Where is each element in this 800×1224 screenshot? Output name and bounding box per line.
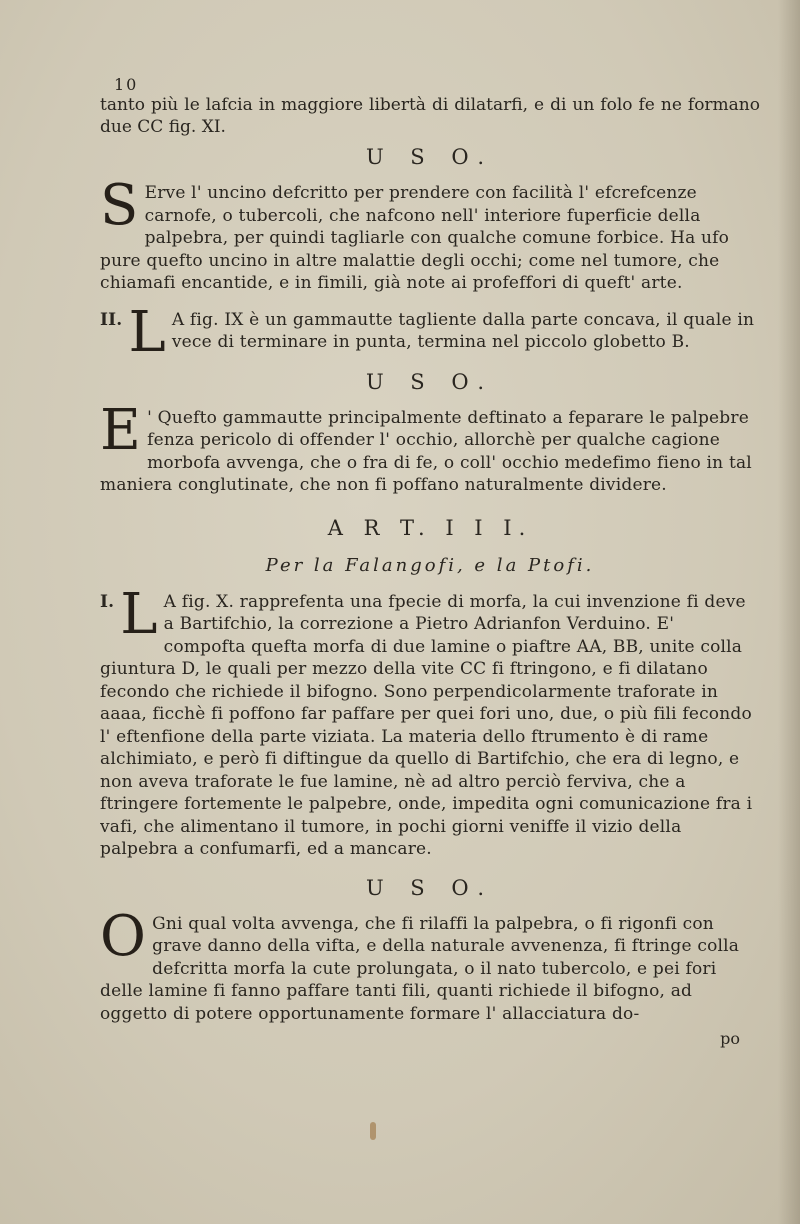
paragraph-2 — [100, 309, 760, 355]
paragraph-5 — [100, 913, 760, 1026]
paragraph-text: Erve l' uncino defcritto per prendere con facilità l' efcrefcenze carnofe, o tubercoli, che nafcono nell' interiore fuperficie della palpebra, per quindi tagliarle con qualche comune forbice. Ha ufo pure quefto uncino in altre malattie degli occhi; come nel tumore, che chiamafi encantide, e in fimili, già note ai profeffori di queft' arte. — [100, 183, 730, 293]
paragraph-text: A fig. X. rapprefenta una fpecie di morfa, la cui invenzione fi deve a Bartifchio, la correzione a Pietro Adrianfon Verduino. E' compofta quefta morfa di due lamine o piaftre AA, BB, unite colla giuntura D, le quali per mezzo della vite CC fi ftringono, e fi dilatano fecondo che richiede il bifogno. Sono perpendicolarmente traforate in aaaa, ficchè fi poffono far paffare per quei fori uno, due, o più fili fecondo l' eftenfione della parte viziata. La materia dello ftrumento è di rame alchimiato, e però fi diftingue da quello di Bartifchio, che era di legno, e non aveva traforate le fue lamine, nè ad altro perciò ferviva, che a ftringere fortemente le palpebre, onde, impedita ogni comunicazione fra i vafi, che alimentano il tumore, in pochi giorni veniffe il vizio della palpebra a confumarfi, ed a mancare. — [100, 591, 753, 859]
page-number: 10 — [114, 75, 139, 94]
page-content — [100, 76, 760, 1048]
paragraph-text: A fig. IX è un gammautte tagliente dalla parte concava, il quale in vece di terminare in punta, termina nel piccolo globetto B. — [171, 309, 755, 352]
ink-stain — [370, 1122, 376, 1140]
paragraph-3 — [100, 407, 760, 497]
drop-cap: L — [128, 308, 166, 355]
paragraph-1 — [100, 182, 760, 295]
drop-cap: S — [100, 182, 139, 238]
drop-cap: L — [120, 590, 158, 647]
article-subtitle: Per la Falangofi, e la Ptofi. — [265, 554, 595, 576]
page-edge-shadow — [778, 0, 800, 1224]
intro-text: tanto più le lafcia in maggiore libertà di dilatarfi, e di un folo fe ne formano due CC fig. XI. — [100, 95, 760, 137]
section-heading-uso-3: U S O. — [365, 875, 495, 900]
paragraph-text: Gni qual volta avvenga, che fi rilaffi la palpebra, o fi rigonfi con grave danno della vifta, e della naturale avvenenza, fi ftringe colla defcritta morfa la cute prolungata, o il nato tubercolo, e pei fori delle lamine fi fanno paffare tanti fili, quanti richiede il bifogno, ad oggetto di potere opportunamente formare l' allacciatura do- — [100, 913, 740, 1024]
paragraph-text: ' Quefto gammautte principalmente deftinato a feparare le palpebre fenza pericolo di offender l' occhio, allorchè per qualche cagione morbofa avvenga, che o fra di fe, o coll' occhio medefimo fieno in tal maniera conglutinate, che non fi poffano naturalmente dividere. — [100, 407, 752, 495]
section-heading-uso-1: U S O. — [365, 145, 495, 169]
drop-cap: O — [100, 912, 147, 969]
catchword: po — [720, 1029, 740, 1048]
section-heading-uso-2: U S O. — [365, 369, 495, 394]
paragraph-4 — [100, 591, 760, 861]
paragraph-number: I. — [100, 591, 115, 612]
paragraph-number: II. — [100, 309, 123, 330]
article-heading: A R T. I I I. — [327, 515, 533, 540]
drop-cap: E — [100, 406, 142, 463]
